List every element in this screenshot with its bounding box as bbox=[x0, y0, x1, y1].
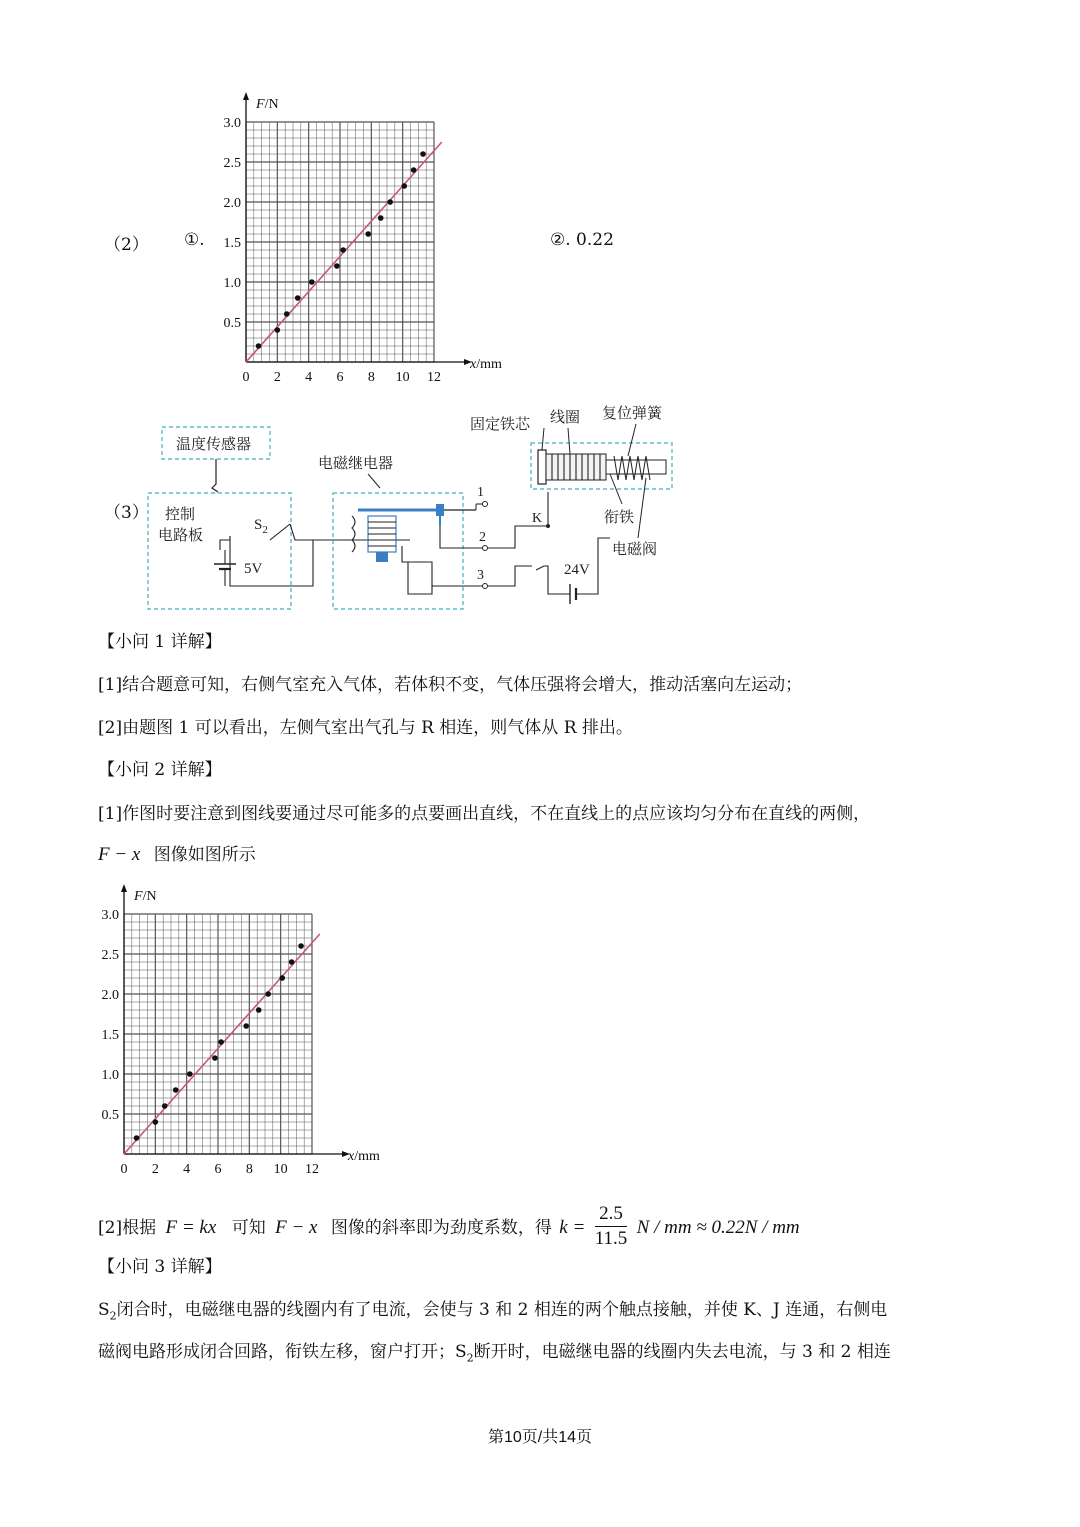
k-label: K bbox=[532, 511, 543, 526]
q1-paragraph-2: [2]由题图 1 可以看出，左侧气室出气孔与 R 相连，则气体从 R 排出。 bbox=[98, 718, 633, 738]
k-fraction bbox=[595, 1202, 628, 1251]
c2-data-point-5 bbox=[212, 1055, 218, 1061]
part2-answer-1: ①. bbox=[184, 230, 205, 250]
q1-heading: 【小问 1 详解】 bbox=[98, 632, 222, 652]
c1-data-point-11 bbox=[411, 167, 417, 173]
c1-x-tick-label: 0 bbox=[242, 370, 250, 385]
fraction-numerator: 2.5 bbox=[595, 1202, 628, 1227]
q2-p2-prefix: [2]根据 bbox=[98, 1218, 157, 1238]
c2-data-point-11 bbox=[289, 959, 295, 965]
c2-x-tick-label: 4 bbox=[183, 1162, 191, 1177]
q3-paragraph-2 bbox=[98, 1340, 891, 1370]
c1-data-point-7 bbox=[365, 231, 371, 237]
q1-paragraph-1: [1]结合题意可知，右侧气室充入气体，若体积不变，气体压强将会增大，推动活塞向左运动； bbox=[98, 675, 803, 695]
hooke-formula: F = kx bbox=[165, 1217, 217, 1238]
fx-caption: 图像如图所示 bbox=[153, 845, 256, 865]
c2-x-tick-label: 6 bbox=[214, 1162, 222, 1177]
c1-x-tick-label: 2 bbox=[273, 370, 281, 385]
q2-paragraph-2 bbox=[98, 1203, 800, 1249]
c2-y-tick-label: 1.0 bbox=[101, 1068, 119, 1083]
chart2-ylabel: F/N bbox=[134, 889, 157, 904]
c2-data-point-10 bbox=[279, 975, 285, 981]
c2-x-tick-label: 0 bbox=[120, 1162, 128, 1177]
c1-data-point-1 bbox=[275, 327, 281, 333]
chart1-grid bbox=[246, 122, 434, 362]
switch-label: $S_2$ bbox=[254, 517, 268, 536]
control-board-label-2: 电路板 bbox=[158, 528, 204, 544]
terminal-2-label: 2 bbox=[479, 530, 486, 545]
force-extension-chart-2 bbox=[78, 880, 398, 1180]
c2-data-point-2 bbox=[162, 1103, 168, 1109]
c1-y-tick-label: 2.5 bbox=[223, 156, 241, 171]
chart2-grid bbox=[124, 914, 312, 1154]
temp-sensor-label: 温度传感器 bbox=[176, 437, 252, 453]
c1-data-point-0 bbox=[256, 343, 262, 349]
c1-y-tick-label: 1.5 bbox=[223, 236, 241, 251]
c2-x-tick-label: 2 bbox=[151, 1162, 159, 1177]
chart1-ylabel: F/N bbox=[256, 97, 279, 112]
c2-data-point-1 bbox=[153, 1119, 159, 1125]
fx-symbol-2: F − x bbox=[275, 1217, 318, 1238]
q2-p2-rest: 图像的斜率即为劲度系数，得 bbox=[330, 1218, 552, 1238]
part3-label: （3） bbox=[104, 503, 149, 523]
c1-x-tick-label: 8 bbox=[367, 370, 375, 385]
c2-data-point-4 bbox=[187, 1071, 193, 1077]
k-value: N / mm ≈ 0.22N / mm bbox=[636, 1217, 800, 1238]
c2-data-point-12 bbox=[298, 943, 304, 949]
q2-p2-mid: 可知 bbox=[231, 1218, 266, 1238]
c1-data-point-9 bbox=[387, 199, 393, 205]
s2-symbol-2: $S_2$ bbox=[455, 1342, 474, 1365]
circuit-diagram bbox=[140, 398, 690, 614]
page-footer: 第10页/共14页 bbox=[487, 1429, 593, 1446]
c1-data-point-8 bbox=[378, 215, 384, 221]
chart1-xlabel: x/mm bbox=[470, 357, 502, 372]
c1-data-point-6 bbox=[340, 247, 346, 253]
control-board-label-1: 控制 bbox=[165, 507, 196, 523]
q3-p2-text-b: 断开时，电磁继电器的线圈内失去电流，与 3 和 2 相连 bbox=[473, 1342, 891, 1362]
s2-symbol-1: $S_2$ bbox=[98, 1300, 117, 1323]
part2-label: （2） bbox=[104, 235, 149, 255]
spring-label: 复位弹簧 bbox=[602, 406, 663, 422]
q3-heading: 【小问 3 详解】 bbox=[98, 1257, 222, 1277]
c2-x-tick-label: 10 bbox=[273, 1162, 288, 1177]
c2-data-point-9 bbox=[265, 991, 271, 997]
c1-y-tick-label: 0.5 bbox=[223, 316, 241, 331]
c1-x-tick-label: 4 bbox=[305, 370, 313, 385]
force-extension-chart-1 bbox=[200, 88, 520, 388]
c1-y-tick-label: 2.0 bbox=[223, 196, 241, 211]
c1-x-tick-label: 6 bbox=[336, 370, 344, 385]
c2-x-tick-label: 8 bbox=[245, 1162, 253, 1177]
core-label: 固定铁芯 bbox=[470, 417, 531, 433]
c2-x-tick-label: 12 bbox=[305, 1162, 319, 1177]
fx-symbol: F − x bbox=[98, 844, 141, 865]
c1-data-point-10 bbox=[401, 183, 407, 189]
q2-paragraph-1: [1]作图时要注意到图线要通过尽可能多的点要画出直线，不在直线上的点应该均匀分布在直线的两侧， bbox=[98, 804, 871, 824]
v24-label: 24V bbox=[564, 562, 590, 578]
c2-data-point-6 bbox=[218, 1039, 224, 1045]
c2-data-point-7 bbox=[243, 1023, 249, 1029]
q2-paragraph-1b bbox=[98, 843, 256, 867]
c2-y-tick-label: 2.5 bbox=[101, 948, 119, 963]
q3-p1-text: 闭合时，电磁继电器的线圈内有了电流，会使与 3 和 2 相连的两个触点接触，并使 K、J 连通，右侧电 bbox=[116, 1300, 888, 1320]
c1-data-point-5 bbox=[334, 263, 340, 269]
c1-y-tick-label: 1.0 bbox=[223, 276, 241, 291]
c2-y-tick-label: 2.0 bbox=[101, 988, 119, 1003]
battery-5v-label: 5V bbox=[244, 561, 263, 577]
relay-label: 电磁继电器 bbox=[318, 456, 394, 472]
c1-y-tick-label: 3.0 bbox=[223, 116, 241, 131]
part2-answer-2: ②. 0.22 bbox=[550, 230, 614, 250]
c1-x-tick-label: 10 bbox=[395, 370, 410, 385]
q2-heading: 【小问 2 详解】 bbox=[98, 760, 222, 780]
c1-x-tick-label: 12 bbox=[427, 370, 441, 385]
c1-data-point-12 bbox=[420, 151, 426, 157]
valve-label: 电磁阀 bbox=[612, 542, 658, 558]
c1-data-point-2 bbox=[284, 311, 290, 317]
armature-label: 衔铁 bbox=[604, 510, 635, 526]
q3-paragraph-1 bbox=[98, 1298, 887, 1328]
chart2-xlabel: x/mm bbox=[348, 1149, 380, 1164]
c2-data-point-0 bbox=[134, 1135, 140, 1141]
c2-data-point-8 bbox=[256, 1007, 262, 1013]
c2-y-tick-label: 3.0 bbox=[101, 908, 119, 923]
terminal-1-label: 1 bbox=[477, 485, 484, 500]
c1-data-point-4 bbox=[309, 279, 315, 285]
c2-data-point-3 bbox=[173, 1087, 179, 1093]
q3-p2-text-a: 磁阀电路形成闭合回路，衔铁左移，窗户打开； bbox=[98, 1342, 455, 1362]
c2-y-tick-label: 1.5 bbox=[101, 1028, 119, 1043]
k-equals: k = bbox=[559, 1217, 586, 1238]
terminal-3-label: 3 bbox=[477, 568, 484, 583]
c1-data-point-3 bbox=[295, 295, 301, 301]
c2-y-tick-label: 0.5 bbox=[101, 1108, 119, 1123]
coil-label: 线圈 bbox=[550, 410, 581, 426]
fraction-denominator: 11.5 bbox=[594, 1228, 628, 1249]
